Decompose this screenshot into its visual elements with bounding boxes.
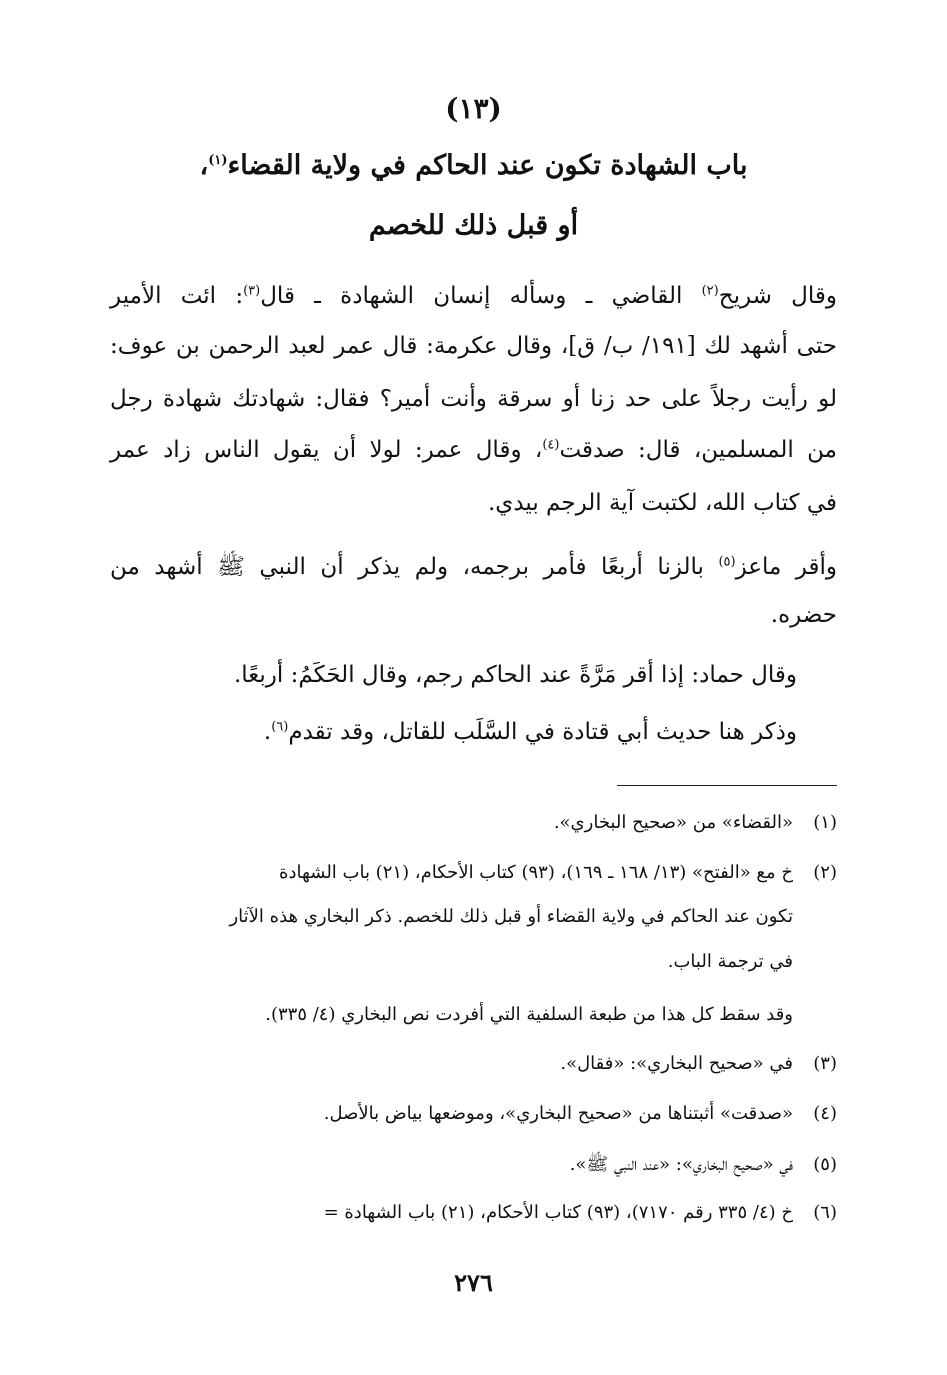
body-line	[70, 719, 797, 745]
footnote-4	[110, 1103, 837, 1124]
text-run: وذكر هنا حديث أبي قتادة في السَّلَب للقاتل، وقد تقدم	[288, 719, 797, 745]
footnote-ref: (٦)	[271, 719, 289, 735]
body-line	[110, 552, 837, 586]
page-number: ٢٧٦	[454, 1268, 493, 1297]
footnote-separator	[617, 785, 837, 786]
body-line: في كتاب الله، لكتبت آية الرجم بيدي.	[488, 490, 837, 516]
footnote-text: خ (٤/ ٣٣٥ رقم ٧١٧٠)، (٩٣) كتاب الأحكام، (٢١) باب الشهادة =	[323, 1202, 793, 1223]
body-line: وقال حماد: إذا أقر مَرَّةً عند الحاكم رجم، وقال الحَكَمُ: أربعًا.	[233, 662, 797, 688]
footnote-text: خ مع «الفتح» (١٣/ ١٦٨ ـ ١٦٩)، (٩٣) كتاب الأحكام، (٢١) باب الشهادة	[279, 862, 793, 883]
chapter-title-line-1	[110, 150, 837, 181]
footnote-1	[110, 812, 837, 833]
footnote-number: (٢)	[813, 862, 837, 883]
footnote-ref: (٣)	[243, 283, 261, 299]
footnote-text: «القضاء» من «صحيح البخاري».	[553, 812, 793, 833]
body-line	[110, 283, 837, 309]
footnote-number: (٦)	[813, 1202, 837, 1223]
title-punctuation: ،	[199, 150, 209, 181]
footnote-6	[110, 1202, 837, 1223]
footnote-ref: (٤)	[542, 437, 560, 453]
text-run: وأقر ماعز	[735, 554, 837, 580]
footnote-text: «صدقت» أثبتناها من «صحيح البخاري»، وموضعها بياض بالأصل.	[323, 1103, 793, 1124]
body-line	[110, 437, 837, 463]
body-line: حضره.	[770, 602, 837, 628]
text-run: ، وقال عمر: لولا أن يقول الناس زاد عمر	[110, 437, 543, 463]
footnote-2-line-2: تكون عند الحاكم في ولاية القضاء أو قبل ذلك للخصم. ذكر البخاري هذه الآثار	[229, 906, 793, 927]
footnote-number: (٣)	[813, 1053, 837, 1074]
footnote-3	[110, 1053, 837, 1074]
body-line: حتى أشهد لك [١٩١/ ب/ ق]، وقال عكرمة: قال عمر لعبد الرحمن بن عوف:	[110, 333, 837, 359]
text-run: وقال شريح	[718, 283, 838, 309]
chapter-number: (١٣)	[445, 92, 502, 125]
footnote-ref: (٢)	[701, 283, 719, 299]
text-run: القاضي ـ وسأله إنسان الشهادة ـ قال	[260, 283, 702, 309]
body-line: لو رأيت رجلاً على حد زنا أو سرقة وأنت أمير؟ فقال: شهادتك شهادة رجل	[110, 386, 837, 412]
text-run: : ائت الأمير	[110, 283, 244, 309]
footnote-number: (٤)	[813, 1103, 837, 1124]
footnote-number: (٥)	[813, 1154, 837, 1175]
footnote-ref: (٥)	[718, 554, 736, 570]
footnote-text: في «صحيح البخاري»: «فقال».	[560, 1053, 793, 1074]
text-run: من المسلمين، قال: صدقت	[559, 437, 837, 463]
footnote-2-line-4: وقد سقط كل هذا من طبعة السلفية التي أفردت نص البخاري (٤/ ٣٣٥).	[265, 1004, 793, 1025]
footnote-text: في «صحيح البخاري»: «عند النبي ﷺ».	[569, 1154, 793, 1175]
footnote-number: (١)	[813, 812, 837, 833]
footnote-5	[110, 1153, 837, 1179]
footnote-ref: (١)	[208, 153, 228, 168]
footnote-2-line-3: في ترجمة الباب.	[667, 951, 793, 972]
footnote-2	[110, 862, 837, 883]
text-run: بالزنا أربعًا فأمر برجمه، ولم يذكر أن النبي ﷺ أشهد من	[110, 554, 719, 580]
text-run: .	[263, 719, 272, 745]
chapter-title-line-2: أو قبل ذلك للخصم	[368, 210, 579, 241]
title-text: باب الشهادة تكون عند الحاكم في ولاية القضاء	[227, 150, 748, 181]
